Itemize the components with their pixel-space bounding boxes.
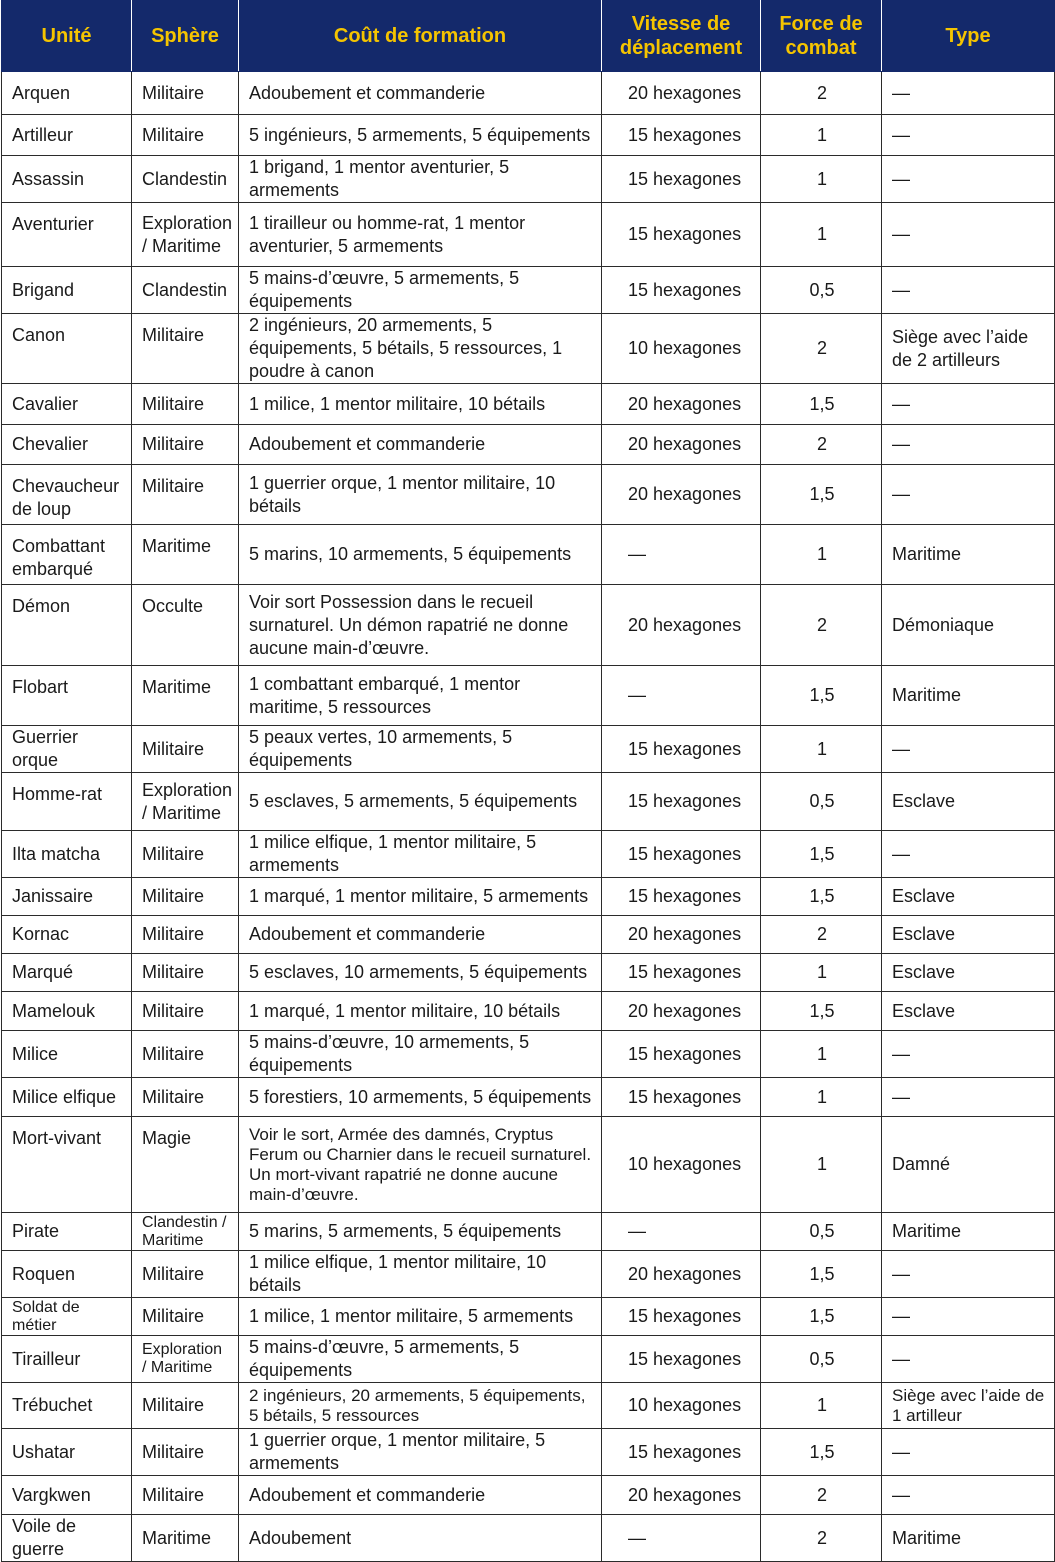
- cell-force: 1,5: [761, 1251, 882, 1298]
- cell-cost: 5 forestiers, 10 armements, 5 équipements: [239, 1078, 602, 1117]
- cell-unit: Flobart: [2, 666, 132, 726]
- cell-speed: —: [602, 666, 761, 726]
- cell-cost: Adoubement et commanderie: [239, 425, 602, 465]
- cell-force: 1,5: [761, 465, 882, 525]
- cell-sphere: Militaire: [132, 831, 239, 878]
- cell-sphere: Magie: [132, 1117, 239, 1213]
- cell-force: 1,5: [761, 1298, 882, 1336]
- cell-unit: Assassin: [2, 156, 132, 203]
- cell-cost: 1 brigand, 1 mentor aventurier, 5 armements: [239, 156, 602, 203]
- cell-type: —: [882, 384, 1055, 425]
- cell-speed: —: [602, 1213, 761, 1251]
- header-type: Type: [882, 1, 1055, 72]
- cell-speed: 15 hexagones: [602, 831, 761, 878]
- cell-speed: 20 hexagones: [602, 425, 761, 465]
- cell-speed: 20 hexagones: [602, 916, 761, 954]
- cell-type: —: [882, 1476, 1055, 1515]
- table-row: [2, 156, 1055, 203]
- cell-force: 2: [761, 1476, 882, 1515]
- table-row: [2, 384, 1055, 425]
- cell-force: 1: [761, 156, 882, 203]
- cell-sphere: Militaire: [132, 1298, 239, 1336]
- table-row: [2, 203, 1055, 267]
- table-row: [2, 1078, 1055, 1117]
- cell-unit: Trébuchet: [2, 1383, 132, 1429]
- cell-type: —: [882, 1078, 1055, 1117]
- cell-type: —: [882, 156, 1055, 203]
- cell-speed: 15 hexagones: [602, 726, 761, 773]
- cell-sphere: Militaire: [132, 72, 239, 115]
- cell-sphere: Maritime: [132, 1515, 239, 1562]
- cell-force: 0,5: [761, 1213, 882, 1251]
- table-row: [2, 1298, 1055, 1336]
- cell-unit: Aventurier: [2, 203, 132, 267]
- cell-type: —: [882, 267, 1055, 314]
- cell-type: —: [882, 831, 1055, 878]
- cell-type: Démoniaque: [882, 585, 1055, 666]
- cell-unit: Canon: [2, 314, 132, 384]
- cell-cost: 5 mains-d’œuvre, 5 armements, 5 équipements: [239, 267, 602, 314]
- cell-cost: 1 milice elfique, 1 mentor militaire, 10 bétails: [239, 1251, 602, 1298]
- cell-speed: 20 hexagones: [602, 1476, 761, 1515]
- cell-cost: Adoubement et commanderie: [239, 72, 602, 115]
- cell-type: Esclave: [882, 916, 1055, 954]
- cell-speed: 15 hexagones: [602, 1298, 761, 1336]
- table-row: [2, 916, 1055, 954]
- cell-force: 1: [761, 203, 882, 267]
- cell-cost: 1 tirailleur ou homme-rat, 1 mentor aventurier, 5 armements: [239, 203, 602, 267]
- cell-type: —: [882, 203, 1055, 267]
- cell-unit: Roquen: [2, 1251, 132, 1298]
- cell-type: Esclave: [882, 992, 1055, 1031]
- table-row: [2, 267, 1055, 314]
- cell-sphere: Clandestin: [132, 156, 239, 203]
- cell-force: 1: [761, 115, 882, 156]
- cell-cost: 2 ingénieurs, 20 armements, 5 équipements, 5 bétails, 5 ressources: [239, 1383, 602, 1429]
- cell-type: —: [882, 72, 1055, 115]
- cell-type: Siège avec l’aide de 1 artilleur: [882, 1383, 1055, 1429]
- cell-sphere: Maritime: [132, 666, 239, 726]
- cell-speed: 15 hexagones: [602, 203, 761, 267]
- cell-type: Esclave: [882, 773, 1055, 831]
- table-row: [2, 115, 1055, 156]
- table-row: [2, 1476, 1055, 1515]
- cell-sphere: Militaire: [132, 314, 239, 384]
- cell-unit: Brigand: [2, 267, 132, 314]
- cell-speed: 20 hexagones: [602, 585, 761, 666]
- table-row: [2, 992, 1055, 1031]
- cell-force: 1: [761, 1031, 882, 1078]
- cell-unit: Janissaire: [2, 878, 132, 916]
- header-cost: Coût de formation: [239, 1, 602, 72]
- table-row: [2, 525, 1055, 585]
- cell-cost: 1 marqué, 1 mentor militaire, 10 bétails: [239, 992, 602, 1031]
- cell-speed: 10 hexagones: [602, 1383, 761, 1429]
- header-row: [2, 1, 1055, 72]
- cell-unit: Homme-rat: [2, 773, 132, 831]
- cell-force: 2: [761, 585, 882, 666]
- cell-cost: 1 combattant embarqué, 1 mentor maritime, 5 ressources: [239, 666, 602, 726]
- cell-cost: 1 guerrier orque, 1 mentor militaire, 10 bétails: [239, 465, 602, 525]
- cell-unit: Démon: [2, 585, 132, 666]
- cell-unit: Artilleur: [2, 115, 132, 156]
- cell-force: 2: [761, 72, 882, 115]
- cell-unit: Ilta matcha: [2, 831, 132, 878]
- table-row: [2, 72, 1055, 115]
- cell-speed: 20 hexagones: [602, 1251, 761, 1298]
- cell-type: Maritime: [882, 1213, 1055, 1251]
- cell-unit: Chevalier: [2, 425, 132, 465]
- cell-type: —: [882, 1251, 1055, 1298]
- cell-cost: 1 milice, 1 mentor militaire, 5 armements: [239, 1298, 602, 1336]
- table-row: [2, 1429, 1055, 1476]
- cell-type: Siège avec l’aide de 2 artilleurs: [882, 314, 1055, 384]
- table-row: [2, 1515, 1055, 1562]
- header-speed: Vitesse de déplacement: [602, 1, 761, 72]
- cell-sphere: Militaire: [132, 1078, 239, 1117]
- cell-speed: 20 hexagones: [602, 465, 761, 525]
- cell-unit: Tirailleur: [2, 1336, 132, 1383]
- cell-sphere: Militaire: [132, 1383, 239, 1429]
- table-row: [2, 1251, 1055, 1298]
- cell-sphere: Militaire: [132, 465, 239, 525]
- cell-cost: Voir sort Possession dans le recueil surnaturel. Un démon rapatrié ne donne aucune main-d’œuvre.: [239, 585, 602, 666]
- cell-unit: Guerrier orque: [2, 726, 132, 773]
- cell-force: 2: [761, 1515, 882, 1562]
- table-row: [2, 773, 1055, 831]
- cell-force: 1,5: [761, 1429, 882, 1476]
- cell-speed: 15 hexagones: [602, 156, 761, 203]
- cell-speed: 15 hexagones: [602, 878, 761, 916]
- header-unit: Unité: [2, 1, 132, 72]
- cell-force: 0,5: [761, 267, 882, 314]
- cell-cost: 1 milice, 1 mentor militaire, 10 bétails: [239, 384, 602, 425]
- cell-sphere: Militaire: [132, 115, 239, 156]
- cell-force: 1: [761, 1117, 882, 1213]
- cell-speed: 15 hexagones: [602, 1429, 761, 1476]
- table-header: [2, 1, 1055, 72]
- cell-cost: 5 marins, 10 armements, 5 équipements: [239, 525, 602, 585]
- cell-speed: 15 hexagones: [602, 267, 761, 314]
- cell-type: —: [882, 726, 1055, 773]
- cell-force: 0,5: [761, 1336, 882, 1383]
- cell-cost: 5 esclaves, 5 armements, 5 équipements: [239, 773, 602, 831]
- cell-speed: 20 hexagones: [602, 384, 761, 425]
- table-row: [2, 1383, 1055, 1429]
- cell-type: —: [882, 1429, 1055, 1476]
- cell-type: Damné: [882, 1117, 1055, 1213]
- cell-sphere: Militaire: [132, 1476, 239, 1515]
- units-table: [1, 0, 1055, 1562]
- table-row: [2, 831, 1055, 878]
- cell-force: 1: [761, 954, 882, 992]
- cell-type: Esclave: [882, 878, 1055, 916]
- cell-sphere: Occulte: [132, 585, 239, 666]
- cell-sphere: Militaire: [132, 878, 239, 916]
- cell-cost: 5 peaux vertes, 10 armements, 5 équipements: [239, 726, 602, 773]
- table-row: [2, 1336, 1055, 1383]
- cell-type: Maritime: [882, 1515, 1055, 1562]
- cell-force: 1,5: [761, 384, 882, 425]
- cell-force: 1,5: [761, 878, 882, 916]
- cell-cost: 5 ingénieurs, 5 armements, 5 équipements: [239, 115, 602, 156]
- cell-cost: 1 milice elfique, 1 mentor militaire, 5 armements: [239, 831, 602, 878]
- cell-cost: Adoubement et commanderie: [239, 1476, 602, 1515]
- cell-type: —: [882, 1031, 1055, 1078]
- cell-cost: Voir le sort, Armée des damnés, Cryptus Ferum ou Charnier dans le recueil surnaturel. Un mort-vivant rapatrié ne donne aucune main-d’œuvre.: [239, 1117, 602, 1213]
- cell-force: 1: [761, 525, 882, 585]
- cell-force: 2: [761, 425, 882, 465]
- cell-force: 1: [761, 1078, 882, 1117]
- cell-sphere: Militaire: [132, 992, 239, 1031]
- cell-force: 1: [761, 726, 882, 773]
- cell-sphere: Maritime: [132, 525, 239, 585]
- table-row: [2, 878, 1055, 916]
- table-row: [2, 666, 1055, 726]
- cell-force: 1,5: [761, 666, 882, 726]
- cell-unit: Vargkwen: [2, 1476, 132, 1515]
- header-sphere: Sphère: [132, 1, 239, 72]
- cell-unit: Cavalier: [2, 384, 132, 425]
- cell-cost: 5 mains-d’œuvre, 5 armements, 5 équipements: [239, 1336, 602, 1383]
- table-row: [2, 585, 1055, 666]
- cell-unit: Marqué: [2, 954, 132, 992]
- table-row: [2, 1213, 1055, 1251]
- cell-unit: Soldat de métier: [2, 1298, 132, 1336]
- cell-unit: Voile de guerre: [2, 1515, 132, 1562]
- cell-sphere: Exploration / Maritime: [132, 203, 239, 267]
- cell-sphere: Clandestin: [132, 267, 239, 314]
- cell-unit: Mort-vivant: [2, 1117, 132, 1213]
- cell-unit: Kornac: [2, 916, 132, 954]
- table-row: [2, 1117, 1055, 1213]
- cell-sphere: Clandestin / Maritime: [132, 1213, 239, 1251]
- cell-speed: 15 hexagones: [602, 1078, 761, 1117]
- cell-speed: —: [602, 525, 761, 585]
- cell-cost: 1 guerrier orque, 1 mentor militaire, 5 armements: [239, 1429, 602, 1476]
- table-row: [2, 954, 1055, 992]
- table-row: [2, 314, 1055, 384]
- cell-type: Maritime: [882, 666, 1055, 726]
- cell-sphere: Militaire: [132, 1429, 239, 1476]
- cell-cost: Adoubement et commanderie: [239, 916, 602, 954]
- cell-sphere: Militaire: [132, 1031, 239, 1078]
- cell-type: —: [882, 115, 1055, 156]
- cell-type: —: [882, 425, 1055, 465]
- cell-cost: 1 marqué, 1 mentor militaire, 5 armements: [239, 878, 602, 916]
- cell-speed: 20 hexagones: [602, 992, 761, 1031]
- cell-sphere: Exploration / Maritime: [132, 773, 239, 831]
- cell-type: Maritime: [882, 525, 1055, 585]
- cell-force: 2: [761, 916, 882, 954]
- cell-unit: Arquen: [2, 72, 132, 115]
- cell-speed: 10 hexagones: [602, 314, 761, 384]
- cell-sphere: Militaire: [132, 954, 239, 992]
- cell-sphere: Militaire: [132, 384, 239, 425]
- cell-cost: 5 esclaves, 10 armements, 5 équipements: [239, 954, 602, 992]
- cell-unit: Ushatar: [2, 1429, 132, 1476]
- cell-unit: Combattant embarqué: [2, 525, 132, 585]
- cell-type: —: [882, 465, 1055, 525]
- cell-speed: 15 hexagones: [602, 773, 761, 831]
- cell-type: —: [882, 1298, 1055, 1336]
- cell-speed: 10 hexagones: [602, 1117, 761, 1213]
- cell-sphere: Militaire: [132, 425, 239, 465]
- cell-force: 0,5: [761, 773, 882, 831]
- table-row: [2, 726, 1055, 773]
- cell-force: 2: [761, 314, 882, 384]
- cell-type: Esclave: [882, 954, 1055, 992]
- cell-unit: Pirate: [2, 1213, 132, 1251]
- header-force: Force de combat: [761, 1, 882, 72]
- cell-cost: 5 marins, 5 armements, 5 équipements: [239, 1213, 602, 1251]
- cell-speed: 15 hexagones: [602, 954, 761, 992]
- cell-sphere: Exploration / Maritime: [132, 1336, 239, 1383]
- cell-unit: Chevaucheur de loup: [2, 465, 132, 525]
- cell-type: —: [882, 1336, 1055, 1383]
- cell-unit: Mamelouk: [2, 992, 132, 1031]
- cell-force: 1,5: [761, 992, 882, 1031]
- table-row: [2, 1031, 1055, 1078]
- cell-unit: Milice elfique: [2, 1078, 132, 1117]
- cell-force: 1,5: [761, 831, 882, 878]
- cell-cost: 2 ingénieurs, 20 armements, 5 équipements, 5 bétails, 5 ressources, 1 poudre à canon: [239, 314, 602, 384]
- cell-speed: 15 hexagones: [602, 1031, 761, 1078]
- table-body: [2, 72, 1055, 1562]
- cell-speed: —: [602, 1515, 761, 1562]
- cell-unit: Milice: [2, 1031, 132, 1078]
- cell-sphere: Militaire: [132, 1251, 239, 1298]
- cell-speed: 20 hexagones: [602, 72, 761, 115]
- table-row: [2, 465, 1055, 525]
- cell-cost: Adoubement: [239, 1515, 602, 1562]
- cell-cost: 5 mains-d’œuvre, 10 armements, 5 équipements: [239, 1031, 602, 1078]
- cell-speed: 15 hexagones: [602, 1336, 761, 1383]
- cell-speed: 15 hexagones: [602, 115, 761, 156]
- table-row: [2, 425, 1055, 465]
- cell-force: 1: [761, 1383, 882, 1429]
- cell-sphere: Militaire: [132, 726, 239, 773]
- cell-sphere: Militaire: [132, 916, 239, 954]
